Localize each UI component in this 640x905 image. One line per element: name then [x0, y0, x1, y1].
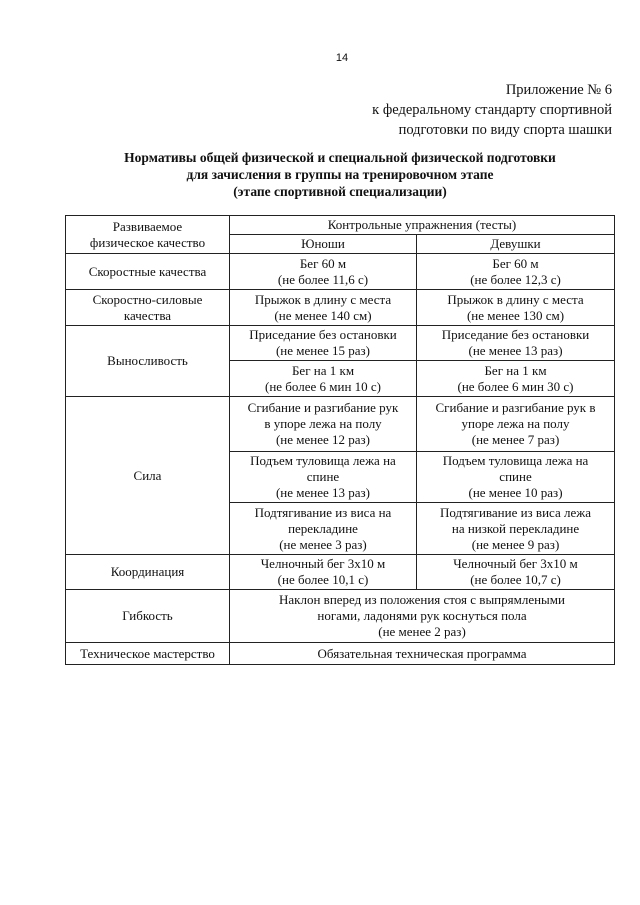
quality-flexibility: Гибкость: [66, 590, 230, 643]
table-header-row: [66, 216, 615, 235]
shuttle-boys: Челночный бег 3х10 м (не более 10,1 с): [230, 555, 417, 590]
speed-boys: Бег 60 м (не более 11,6 с): [230, 254, 417, 290]
appendix-number: Приложение № 6: [505, 82, 612, 98]
speed-girls: Бег 60 м (не более 12,3 с): [417, 254, 615, 290]
situp-boys: Подъем туловища лежа на спине (не менее 13 раз): [230, 452, 417, 503]
table-row: [66, 555, 615, 590]
table-row: [66, 643, 615, 665]
pushup-girls: Сгибание и разгибание рук в упоре лежа на полу (не менее 7 раз): [417, 397, 615, 452]
table-row: [66, 590, 615, 643]
table-row: [66, 397, 615, 452]
situp-girls: Подъем туловища лежа на спине (не менее 10 раз): [417, 452, 615, 503]
page-number: 14: [335, 52, 349, 64]
quality-technique: Техническое мастерство: [66, 643, 230, 665]
title-line-2: для зачисления в группы на тренировочном этапе: [186, 167, 494, 182]
pullup-boys: Подтягивание из виса на перекладине (не менее 3 раз): [230, 503, 417, 555]
quality-coordination: Координация: [66, 555, 230, 590]
title-line-3: (этапе спортивной специализации): [233, 184, 447, 199]
table-row: [66, 254, 615, 290]
pushup-boys: Сгибание и разгибание рук в упоре лежа на полу (не менее 12 раз): [230, 397, 417, 452]
quality-endurance: Выносливость: [66, 326, 230, 397]
squat-boys: Приседание без остановки (не менее 15 раз): [230, 326, 417, 361]
table-row: [66, 326, 615, 361]
appendix-sport: подготовки по виду спорта шашки: [398, 122, 612, 138]
appendix-reference: [372, 80, 612, 140]
quality-speed-strength: Скоростно-силовые качества: [66, 290, 230, 326]
jump-girls: Прыжок в длину с места (не менее 130 см): [417, 290, 615, 326]
run-girls: Бег на 1 км (не более 6 мин 30 с): [417, 361, 615, 397]
standards-table: [65, 215, 615, 665]
run-boys: Бег на 1 км (не более 6 мин 10 с): [230, 361, 417, 397]
jump-boys: Прыжок в длину с места (не менее 140 см): [230, 290, 417, 326]
flexibility-test: Наклон вперед из положения стоя с выпрямлеными ногами, ладонями рук коснуться пола (не менее 2 раз): [230, 590, 615, 643]
table-row: [66, 290, 615, 326]
quality-speed: Скоростные качества: [66, 254, 230, 290]
header-girls: Девушки: [417, 235, 615, 254]
pullup-girls: Подтягивание из виса лежа на низкой перекладине (не менее 9 раз): [417, 503, 615, 555]
header-tests: Контрольные упражнения (тесты): [230, 216, 615, 235]
header-boys: Юноши: [230, 235, 417, 254]
quality-strength: Сила: [66, 397, 230, 555]
technique-program: Обязательная техническая программа: [230, 643, 615, 665]
document-title: [60, 149, 620, 200]
title-line-1: Нормативы общей физической и специальной физической подготовки: [124, 150, 556, 165]
squat-girls: Приседание без остановки (не менее 13 раз): [417, 326, 615, 361]
appendix-standard: к федеральному стандарту спортивной: [372, 102, 612, 118]
shuttle-girls: Челночный бег 3х10 м (не более 10,7 с): [417, 555, 615, 590]
header-quality: Развиваемое физическое качество: [66, 216, 230, 254]
